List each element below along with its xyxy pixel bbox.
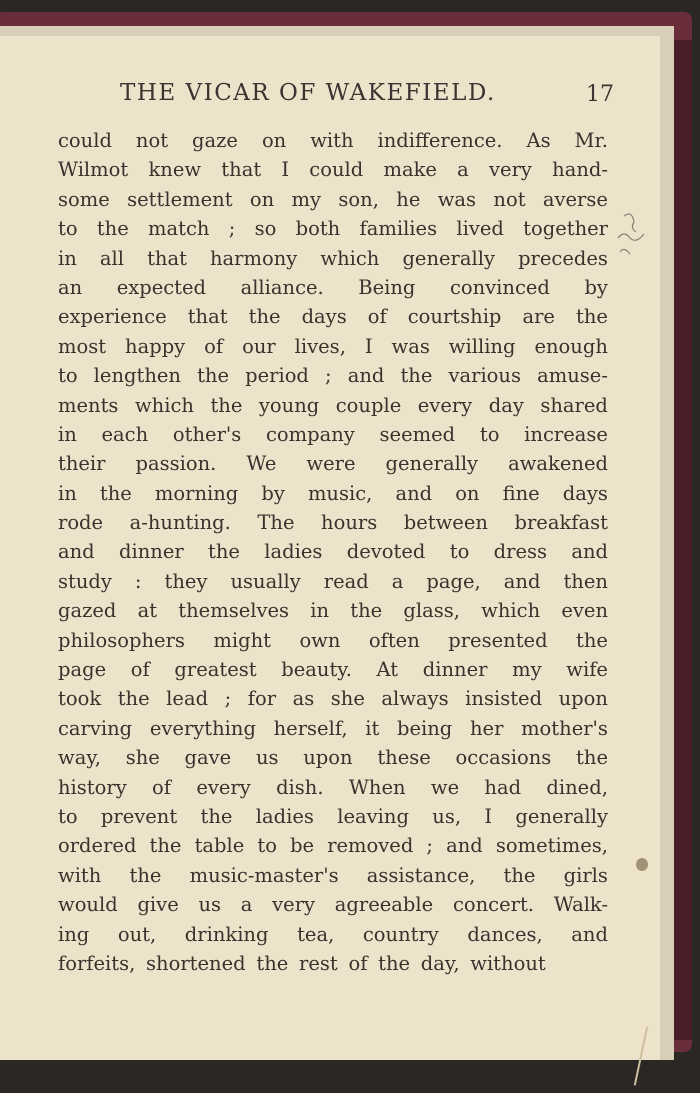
- text-line: [58, 449, 608, 478]
- word: expected: [116, 275, 207, 299]
- word: to: [58, 217, 78, 241]
- word: the: [248, 305, 281, 329]
- word: generally: [515, 804, 608, 828]
- word: very: [489, 158, 532, 182]
- word: shared: [540, 393, 608, 417]
- word: make: [383, 158, 437, 182]
- word: that: [147, 246, 187, 270]
- word: occasions: [455, 746, 552, 770]
- word: ;: [228, 217, 236, 241]
- text-line: [58, 596, 608, 625]
- word: assistance,: [366, 863, 476, 887]
- word: and: [395, 481, 433, 505]
- word: days: [562, 481, 608, 505]
- word: in: [58, 246, 77, 270]
- word: an: [58, 275, 83, 299]
- word: upon: [303, 746, 353, 770]
- text-line: [58, 479, 608, 508]
- word: by: [261, 481, 285, 505]
- word: dress: [493, 540, 547, 564]
- word: a: [391, 569, 404, 593]
- word: music,: [307, 481, 373, 505]
- word: on: [455, 481, 480, 505]
- text-line: [58, 890, 608, 919]
- word: a: [240, 893, 253, 917]
- word: themselves: [178, 599, 290, 623]
- word: Wilmot: [58, 158, 129, 182]
- text-line: [58, 361, 608, 390]
- word: the: [503, 863, 536, 887]
- text-line: [58, 626, 608, 655]
- word: each: [101, 422, 149, 446]
- word: history: [58, 775, 127, 799]
- word: forfeits,: [58, 951, 136, 975]
- word: Being: [358, 275, 416, 299]
- word: tea,: [297, 922, 335, 946]
- word: day: [488, 393, 524, 417]
- word: presented: [448, 628, 548, 652]
- word: Walk-: [553, 893, 608, 917]
- word: give: [137, 893, 179, 917]
- word: page,: [426, 569, 481, 593]
- word: lived: [456, 217, 504, 241]
- word: for: [247, 687, 277, 711]
- word: Mr.: [574, 129, 608, 152]
- word: convinced: [449, 275, 550, 299]
- word: the: [208, 540, 240, 564]
- word: philosophers: [58, 628, 185, 652]
- word: courtship: [407, 305, 502, 329]
- word: us: [198, 893, 222, 917]
- word: then: [563, 569, 608, 593]
- word: willing: [448, 334, 516, 358]
- word: breakfast: [514, 511, 608, 535]
- word: and: [571, 922, 608, 946]
- body-text: [58, 126, 608, 978]
- word: period: [245, 364, 309, 388]
- word: devoted: [346, 540, 426, 564]
- word: leaving: [337, 804, 409, 828]
- word: match: [148, 217, 210, 241]
- word: which: [481, 599, 541, 623]
- word: the: [117, 687, 150, 711]
- word: company: [265, 422, 355, 446]
- word: insisted: [465, 687, 543, 711]
- word: even: [561, 599, 608, 623]
- word: very: [272, 893, 316, 917]
- word: way,: [58, 746, 101, 770]
- word: so: [254, 217, 277, 241]
- word: mother's: [521, 716, 608, 740]
- word: ments: [58, 393, 119, 417]
- word: which: [320, 246, 380, 270]
- word: she: [125, 746, 160, 770]
- word: and: [347, 364, 385, 388]
- word: a-hunting.: [129, 511, 231, 535]
- word: sometimes,: [495, 834, 608, 858]
- word: had: [484, 775, 522, 799]
- word: it: [365, 716, 380, 740]
- word: beauty.: [281, 658, 352, 682]
- text-line: [58, 420, 608, 449]
- word: dined,: [546, 775, 608, 799]
- word: and: [571, 540, 608, 564]
- word: At: [376, 658, 399, 682]
- word: the: [96, 217, 129, 241]
- word: their: [58, 452, 106, 476]
- text-line: [58, 831, 608, 860]
- word: could: [58, 129, 112, 152]
- word: my: [291, 187, 322, 211]
- word: us,: [432, 804, 462, 828]
- text-line: [58, 861, 608, 890]
- word: the: [200, 804, 233, 828]
- word: to: [257, 834, 277, 858]
- word: the: [149, 834, 182, 858]
- word: with: [58, 863, 102, 887]
- word: increase: [524, 422, 608, 446]
- word: generally: [385, 452, 479, 476]
- word: her: [469, 716, 504, 740]
- word: and: [503, 569, 541, 593]
- word: girls: [563, 863, 608, 887]
- text-line: [58, 920, 608, 949]
- word: that: [187, 305, 228, 329]
- word: agreeable: [334, 893, 434, 917]
- word: we: [430, 775, 460, 799]
- word: every: [196, 775, 251, 799]
- word: removed: [327, 834, 414, 858]
- word: I: [484, 804, 493, 828]
- word: various: [448, 364, 521, 388]
- word: drinking: [184, 922, 269, 946]
- word: to: [479, 422, 500, 446]
- word: would: [58, 893, 118, 917]
- word: happy: [125, 334, 186, 358]
- word: he: [396, 187, 421, 211]
- word: awakened: [508, 452, 608, 476]
- word: of: [367, 305, 387, 329]
- word: hand-: [552, 158, 608, 182]
- word: I: [364, 334, 373, 358]
- word: ladies: [255, 804, 314, 828]
- word: ;: [426, 834, 433, 858]
- word: at: [137, 599, 158, 623]
- word: ing: [58, 922, 90, 946]
- word: glass,: [403, 599, 460, 623]
- word: the: [576, 628, 608, 652]
- word: experience: [58, 305, 167, 329]
- cover-edge: [672, 40, 692, 1040]
- word: young: [258, 393, 320, 417]
- word: they: [164, 569, 208, 593]
- word: on: [261, 129, 287, 152]
- word: greatest: [174, 658, 257, 682]
- word: the: [256, 951, 289, 975]
- word: the: [378, 951, 411, 975]
- word: carving: [58, 716, 133, 740]
- text-line: [58, 537, 608, 566]
- word: these: [377, 746, 431, 770]
- text-line: [58, 508, 608, 537]
- word: the: [576, 746, 608, 770]
- word: days: [301, 305, 347, 329]
- word: by: [584, 275, 608, 299]
- word: concert.: [452, 893, 534, 917]
- word: often: [368, 628, 420, 652]
- word: :: [134, 569, 142, 593]
- word: and: [446, 834, 483, 858]
- text-line: [58, 714, 608, 743]
- word: The: [257, 511, 295, 535]
- word: everything: [149, 716, 256, 740]
- word: to: [449, 540, 470, 564]
- ink-stain: [636, 858, 648, 871]
- text-line: [58, 126, 608, 155]
- word: might: [213, 628, 271, 652]
- word: knew: [148, 158, 202, 182]
- word: upon: [558, 687, 608, 711]
- text-line: [58, 773, 608, 802]
- word: being: [396, 716, 453, 740]
- word: some: [58, 187, 110, 211]
- text-line: [58, 949, 608, 978]
- word: music-master's: [189, 863, 339, 887]
- word: As: [526, 129, 551, 152]
- word: and: [58, 540, 95, 564]
- word: every: [417, 393, 473, 417]
- word: couple: [335, 393, 402, 417]
- word: We: [246, 452, 277, 476]
- word: could: [309, 158, 364, 182]
- word: she: [330, 687, 365, 711]
- word: alliance.: [240, 275, 324, 299]
- word: page: [58, 658, 107, 682]
- text-line: [58, 273, 608, 302]
- page-number: 17: [586, 82, 614, 107]
- word: seemed: [379, 422, 456, 446]
- word: most: [58, 334, 107, 358]
- text-line: [58, 743, 608, 772]
- word: without: [470, 951, 546, 975]
- word: with: [310, 129, 354, 152]
- word: enough: [534, 334, 608, 358]
- word: ;: [325, 364, 332, 388]
- text-line: [58, 302, 608, 331]
- word: wife: [566, 658, 608, 682]
- word: not: [135, 129, 169, 152]
- word: took: [58, 687, 102, 711]
- text-line: [58, 214, 608, 243]
- word: passion.: [135, 452, 217, 476]
- word: together: [523, 217, 608, 241]
- word: in: [58, 481, 77, 505]
- text-line: [58, 655, 608, 684]
- word: other's: [172, 422, 242, 446]
- word: on: [249, 187, 275, 211]
- word: harmony: [210, 246, 298, 270]
- text-line: [58, 567, 608, 596]
- margin-annotation-icon: [614, 208, 654, 268]
- word: son,: [338, 187, 379, 211]
- word: dinner: [422, 658, 488, 682]
- word: dinner: [119, 540, 184, 564]
- word: rest: [299, 951, 338, 975]
- word: gazed: [58, 599, 117, 623]
- word: the: [129, 863, 162, 887]
- word: lead: [166, 687, 209, 711]
- word: country: [362, 922, 439, 946]
- word: in: [310, 599, 330, 623]
- word: generally: [402, 246, 495, 270]
- word: both: [295, 217, 341, 241]
- word: always: [381, 687, 449, 711]
- word: I: [281, 158, 290, 182]
- word: lives,: [294, 334, 346, 358]
- word: were: [306, 452, 356, 476]
- word: morning: [154, 481, 239, 505]
- word: settlement: [127, 187, 233, 211]
- word: as: [292, 687, 315, 711]
- word: all: [99, 246, 124, 270]
- word: of: [204, 334, 224, 358]
- word: to: [58, 364, 78, 388]
- word: our: [242, 334, 276, 358]
- word: table: [194, 834, 245, 858]
- text-line: [58, 185, 608, 214]
- word: amuse-: [537, 364, 608, 388]
- word: the: [99, 481, 132, 505]
- word: a: [457, 158, 469, 182]
- word: that: [221, 158, 262, 182]
- word: of: [152, 775, 171, 799]
- word: ordered: [58, 834, 137, 858]
- word: ladies: [264, 540, 323, 564]
- word: prevent: [100, 804, 178, 828]
- word: precedes: [518, 246, 608, 270]
- word: gave: [184, 746, 232, 770]
- word: dish.: [276, 775, 324, 799]
- text-line: [58, 244, 608, 273]
- word: rode: [58, 511, 104, 535]
- word: ;: [224, 687, 232, 711]
- word: was: [391, 334, 430, 358]
- word: to: [58, 804, 78, 828]
- word: of: [348, 951, 368, 975]
- word: averse: [542, 187, 608, 211]
- word: us: [255, 746, 279, 770]
- word: the: [400, 364, 433, 388]
- word: not: [493, 187, 526, 211]
- running-header: THE VICAR OF WAKEFIELD.: [120, 80, 496, 106]
- word: in: [58, 422, 77, 446]
- word: my: [512, 658, 542, 682]
- word: lengthen: [93, 364, 181, 388]
- word: between: [403, 511, 488, 535]
- text-line: [58, 391, 608, 420]
- text-line: [58, 332, 608, 361]
- word: families: [359, 217, 438, 241]
- word: study: [58, 569, 112, 593]
- word: are: [522, 305, 555, 329]
- word: was: [437, 187, 477, 211]
- word: be: [290, 834, 315, 858]
- text-line: [58, 802, 608, 831]
- word: which: [134, 393, 194, 417]
- word: day,: [420, 951, 460, 975]
- word: own: [299, 628, 341, 652]
- book-page: [0, 36, 660, 1060]
- word: the: [197, 364, 230, 388]
- word: the: [575, 305, 608, 329]
- word: dances,: [467, 922, 543, 946]
- word: indifference.: [377, 129, 503, 152]
- word: hours: [321, 511, 378, 535]
- text-line: [58, 155, 608, 184]
- word: out,: [117, 922, 157, 946]
- word: herself,: [273, 716, 348, 740]
- word: gaze: [192, 129, 238, 152]
- word: of: [130, 658, 150, 682]
- word: the: [350, 599, 383, 623]
- word: shortened: [146, 951, 246, 975]
- word: When: [348, 775, 406, 799]
- word: fine: [502, 481, 540, 505]
- text-line: [58, 684, 608, 713]
- word: read: [323, 569, 369, 593]
- word: usually: [230, 569, 301, 593]
- word: the: [210, 393, 243, 417]
